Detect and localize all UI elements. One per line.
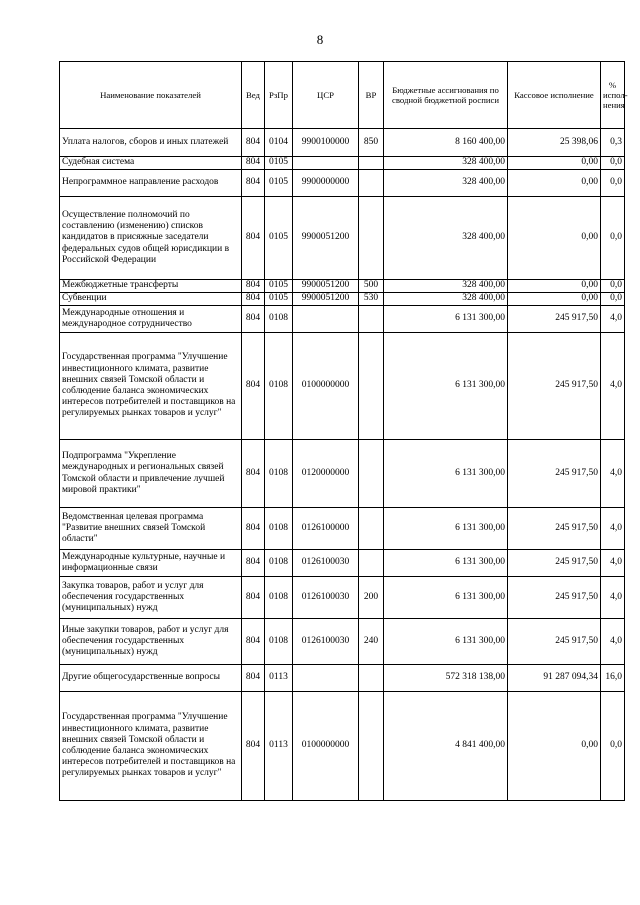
row-rzpr: 0105	[265, 157, 293, 170]
row-budget: 328 400,00	[384, 170, 508, 197]
header-rzpr: РзПр	[265, 62, 293, 129]
row-cash: 0,00	[508, 157, 601, 170]
row-cash: 91 287 094,34	[508, 665, 601, 692]
row-vr	[359, 550, 384, 577]
row-rzpr: 0113	[265, 665, 293, 692]
row-vr	[359, 170, 384, 197]
row-name: Уплата налогов, сборов и иных платежей	[60, 129, 242, 157]
row-vr	[359, 197, 384, 280]
row-ved: 804	[242, 129, 265, 157]
row-name: Государственная программа "Улучшение инвестиционного климата, развитие внешних связей Томской области и соблюдение баланса экономических интересов потребителей и поставщиков на регулируемых рынках товаров и услуг"	[60, 692, 242, 801]
table-row	[60, 692, 625, 801]
table-header-row	[60, 62, 625, 129]
row-ved: 804	[242, 508, 265, 550]
row-budget: 8 160 400,00	[384, 129, 508, 157]
row-name: Непрограммное направление расходов	[60, 170, 242, 197]
header-vr: ВР	[359, 62, 384, 129]
row-rzpr: 0108	[265, 577, 293, 619]
row-cash: 245 917,50	[508, 440, 601, 508]
row-budget: 6 131 300,00	[384, 577, 508, 619]
row-percent: 0,0	[601, 692, 625, 801]
header-budget: Бюджетные ассигнования по сводной бюджетной росписи	[384, 62, 508, 129]
row-budget: 328 400,00	[384, 293, 508, 306]
row-vr	[359, 508, 384, 550]
row-name: Закупка товаров, работ и услуг для обеспечения государственных (муниципальных) нужд	[60, 577, 242, 619]
row-rzpr: 0108	[265, 508, 293, 550]
row-ved: 804	[242, 665, 265, 692]
row-budget: 328 400,00	[384, 280, 508, 293]
table-row	[60, 157, 625, 170]
row-vr	[359, 665, 384, 692]
table-body	[60, 129, 625, 801]
table-row	[60, 665, 625, 692]
row-cash: 0,00	[508, 280, 601, 293]
row-ved: 804	[242, 170, 265, 197]
row-name: Государственная программа "Улучшение инвестиционного климата, развитие внешних связей Томской области и соблюдение баланса экономических интересов потребителей и поставщиков на регулируемых рынках товаров и услуг"	[60, 333, 242, 440]
table-row	[60, 440, 625, 508]
row-percent: 4,0	[601, 577, 625, 619]
row-cash: 245 917,50	[508, 577, 601, 619]
row-vr: 200	[359, 577, 384, 619]
row-budget: 6 131 300,00	[384, 306, 508, 333]
page-number: 8	[316, 32, 324, 47]
row-csr	[293, 665, 359, 692]
row-percent: 4,0	[601, 306, 625, 333]
row-percent: 0,0	[601, 280, 625, 293]
header-csr: ЦСР	[293, 62, 359, 129]
row-ved: 804	[242, 619, 265, 665]
row-budget: 328 400,00	[384, 157, 508, 170]
row-budget: 6 131 300,00	[384, 619, 508, 665]
row-percent: 0,3	[601, 129, 625, 157]
row-percent: 0,0	[601, 170, 625, 197]
row-ved: 804	[242, 333, 265, 440]
row-cash: 245 917,50	[508, 550, 601, 577]
row-name: Международные культурные, научные и информационные связи	[60, 550, 242, 577]
row-percent: 4,0	[601, 508, 625, 550]
row-vr	[359, 306, 384, 333]
row-rzpr: 0108	[265, 619, 293, 665]
row-csr: 0126100030	[293, 619, 359, 665]
row-vr: 850	[359, 129, 384, 157]
table-row	[60, 577, 625, 619]
table-row	[60, 508, 625, 550]
row-vr	[359, 440, 384, 508]
row-rzpr: 0105	[265, 197, 293, 280]
row-csr: 0126100000	[293, 508, 359, 550]
row-name: Судебная система	[60, 157, 242, 170]
table-row	[60, 170, 625, 197]
row-csr: 0120000000	[293, 440, 359, 508]
row-name: Субвенции	[60, 293, 242, 306]
table-row	[60, 619, 625, 665]
row-rzpr: 0105	[265, 170, 293, 197]
row-cash: 0,00	[508, 692, 601, 801]
row-name: Осуществление полномочий по составлению (изменению) списков кандидатов в присяжные заседатели федеральных судов общей юрисдикции в Российской Федерации	[60, 197, 242, 280]
row-percent: 4,0	[601, 440, 625, 508]
budget-table	[59, 61, 628, 801]
row-percent: 0,0	[601, 157, 625, 170]
header-cash: Кассовое исполнение	[508, 62, 601, 129]
row-rzpr: 0108	[265, 333, 293, 440]
row-ved: 804	[242, 550, 265, 577]
row-csr: 0126100030	[293, 577, 359, 619]
row-cash: 245 917,50	[508, 619, 601, 665]
row-cash: 0,00	[508, 197, 601, 280]
row-csr: 0126100030	[293, 550, 359, 577]
header-ved: Вед	[242, 62, 265, 129]
row-name: Подпрограмма "Укрепление международных и региональных связей Томской области и привлечение лучшей мировой практики"	[60, 440, 242, 508]
row-cash: 245 917,50	[508, 333, 601, 440]
row-csr: 9900000000	[293, 170, 359, 197]
row-ved: 804	[242, 692, 265, 801]
row-vr: 530	[359, 293, 384, 306]
row-ved: 804	[242, 293, 265, 306]
row-cash: 245 917,50	[508, 306, 601, 333]
row-ved: 804	[242, 157, 265, 170]
row-csr: 9900051200	[293, 280, 359, 293]
table-row	[60, 129, 625, 157]
row-percent: 0,0	[601, 197, 625, 280]
row-percent: 4,0	[601, 333, 625, 440]
row-rzpr: 0108	[265, 306, 293, 333]
row-name: Другие общегосударственные вопросы	[60, 665, 242, 692]
row-csr: 9900100000	[293, 129, 359, 157]
row-vr	[359, 692, 384, 801]
header-name: Наименование показателей	[60, 62, 242, 129]
row-name: Межбюджетные трансферты	[60, 280, 242, 293]
row-percent: 0,0	[601, 293, 625, 306]
row-csr: 9900051200	[293, 293, 359, 306]
row-budget: 572 318 138,00	[384, 665, 508, 692]
table-row	[60, 280, 625, 293]
table-row	[60, 550, 625, 577]
row-vr	[359, 333, 384, 440]
row-budget: 6 131 300,00	[384, 508, 508, 550]
row-ved: 804	[242, 440, 265, 508]
row-vr: 240	[359, 619, 384, 665]
row-csr: 9900051200	[293, 197, 359, 280]
row-cash: 245 917,50	[508, 508, 601, 550]
row-budget: 6 131 300,00	[384, 333, 508, 440]
row-percent: 16,0	[601, 665, 625, 692]
table-row	[60, 197, 625, 280]
row-rzpr: 0105	[265, 280, 293, 293]
row-percent: 4,0	[601, 550, 625, 577]
row-ved: 804	[242, 280, 265, 293]
row-ved: 804	[242, 197, 265, 280]
row-rzpr: 0104	[265, 129, 293, 157]
row-ved: 804	[242, 577, 265, 619]
row-rzpr: 0108	[265, 440, 293, 508]
row-name: Ведомственная целевая программа "Развитие внешних связей Томской области"	[60, 508, 242, 550]
row-cash: 25 398,06	[508, 129, 601, 157]
row-budget: 6 131 300,00	[384, 440, 508, 508]
row-budget: 328 400,00	[384, 197, 508, 280]
row-budget: 6 131 300,00	[384, 550, 508, 577]
table-row	[60, 293, 625, 306]
row-rzpr: 0113	[265, 692, 293, 801]
row-budget: 4 841 400,00	[384, 692, 508, 801]
row-csr: 0100000000	[293, 333, 359, 440]
row-vr	[359, 157, 384, 170]
row-csr: 0100000000	[293, 692, 359, 801]
row-name: Иные закупки товаров, работ и услуг для обеспечения государственных (муниципальных) нужд	[60, 619, 242, 665]
row-rzpr: 0108	[265, 550, 293, 577]
row-cash: 0,00	[508, 170, 601, 197]
row-cash: 0,00	[508, 293, 601, 306]
table-row	[60, 306, 625, 333]
row-percent: 4,0	[601, 619, 625, 665]
row-vr: 500	[359, 280, 384, 293]
row-ved: 804	[242, 306, 265, 333]
row-rzpr: 0105	[265, 293, 293, 306]
header-percent: % испол-нения	[601, 62, 625, 129]
row-csr	[293, 306, 359, 333]
table-row	[60, 333, 625, 440]
row-csr	[293, 157, 359, 170]
row-name: Международные отношения и международное сотрудничество	[60, 306, 242, 333]
